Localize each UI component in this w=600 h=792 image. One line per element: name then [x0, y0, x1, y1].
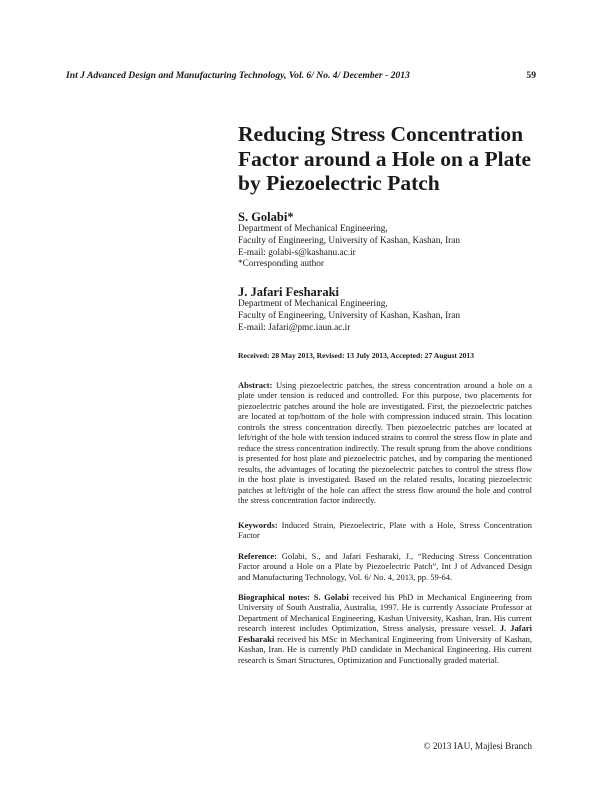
- bio-author-2: J. Jafari Fesharaki: [238, 623, 533, 644]
- journal-citation: Int J Advanced Design and Manufacturing Technology, Vol. 6/ No. 4/ December - 2013: [66, 70, 410, 81]
- affiliation-line: Faculty of Engineering, University of Kashan, Kashan, Iran: [238, 235, 461, 246]
- abstract-text: Using piezoelectric patches, the stress concentration around a hole on a plate under tension is reduced and controlled. For this purpose, two placements for piezoelectric patches around the hole are investigated. First, the piezoelectric patches are located at top/bottom of the hole with compression induced strain. This location controls the stress concentration directly. Then piezoelectric patches are located at left/right of the hole with tension induced strains to control the stress flow in plate and reduce the stress concentration indirectly. The result sprung from the above conditions is presented for host plate and piezoelectric patches, and by comparing the mentioned results, the advantages of locating the piezoelectric patches to control the stress flow in the host plate is investigated. Based on the related results, locating piezoelectric patches at left/right of the hole can affect the stress flow around the hole and control the stress concentration factor indirectly.: [238, 380, 533, 505]
- received-dates: Received: 28 May 2013, Revised: 13 July 2013, Accepted: 27 August 2013: [238, 351, 475, 360]
- keywords-text: Induced Strain, Piezoelectric, Plate with a Hole, Stress Concentration Factor: [238, 520, 533, 541]
- keywords-label: Keywords:: [238, 520, 278, 530]
- author-affiliation-1: [238, 224, 558, 271]
- biographical-notes: [238, 592, 532, 665]
- paper-title: Reducing Stress Concentration Factor around a Hole on a Plate by Piezoelectric Patch: [238, 122, 532, 195]
- author-name-1: S. Golabi*: [238, 210, 294, 224]
- reference-text: Golabi, S., and Jafari Fesharaki, J., “Reducing Stress Concentration Factor around a Hole on a Plate by Piezoelectric Patch”, Int J of Advanced Design and Manufacturing Technology, Vol. 6/ No. 4, 2013, pp. 59-64.: [238, 551, 532, 582]
- running-header: [66, 70, 536, 81]
- footer-copyright: © 2013 IAU, Majlesi Branch: [423, 742, 532, 752]
- page-number: 59: [526, 70, 536, 81]
- affiliation-line: Faculty of Engineering, University of Kashan, Kashan, Iran: [238, 310, 461, 321]
- bio-author-1: S. Golabi: [313, 592, 349, 602]
- corresponding-note: *Corresponding author: [238, 259, 324, 270]
- author-name-2: J. Jafari Fesharaki: [238, 285, 340, 299]
- affiliation-line: Department of Mechanical Engineering,: [238, 224, 388, 234]
- keywords: [238, 520, 532, 541]
- bio-label: Biographical notes:: [238, 592, 311, 602]
- bio-text-2: received his MSc in Mechanical Engineering from University of Kashan, Kashan, Iran. He is currently PhD candidate in Mechanical Engineering. His current research is Smart Structures, Optimization and Functionally graded material.: [238, 633, 532, 665]
- author-email-1: E-mail: golabi-s@kashanu.ac.ir: [238, 247, 356, 258]
- abstract-label: Abstract:: [238, 380, 273, 390]
- bio-text-1: received his PhD in Mechanical Engineering from University of South Australia, Australia, 1997. He is currently Associate Professor at Department of Mechanical Engineering, Kashan University, Kashan, Iran. His current research interest includes Optimization, Stress analysis, pressure vessel.: [238, 592, 533, 634]
- abstract: [238, 380, 532, 505]
- affiliation-line: Department of Mechanical Engineering,: [238, 299, 388, 309]
- reference: [238, 551, 532, 582]
- author-email-2: E-mail: Jafari@pmc.iaun.ac.ir: [238, 322, 351, 333]
- author-affiliation-2: [238, 299, 558, 334]
- reference-label: Reference:: [238, 551, 278, 561]
